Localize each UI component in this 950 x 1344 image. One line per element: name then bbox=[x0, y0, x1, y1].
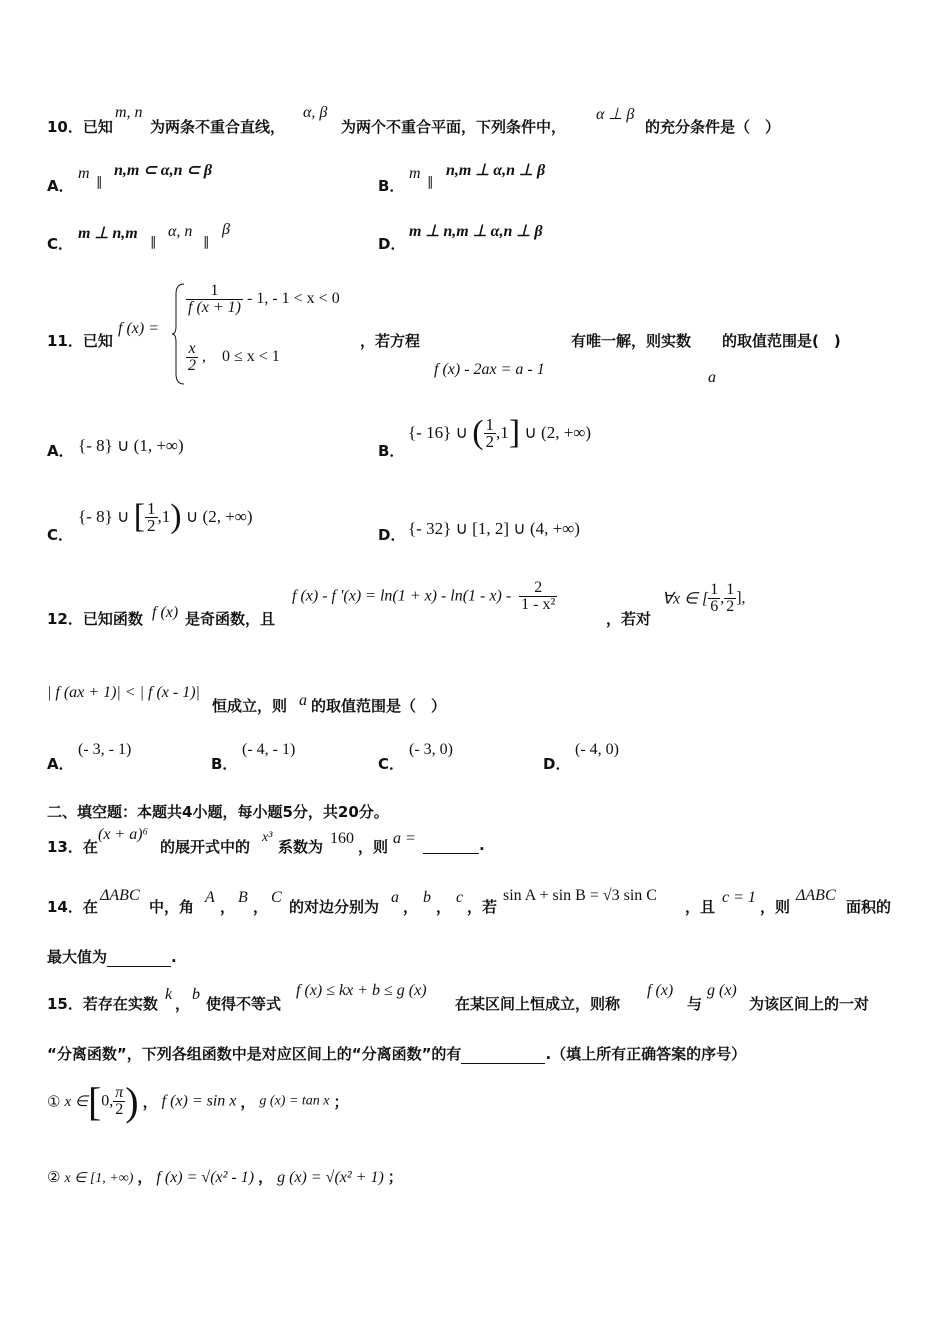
q15-line-2: “分离函数”，下列各组函数中是对应区间上的“分离函数”的有 .（填上所有正确答案的序号） bbox=[47, 1045, 747, 1063]
q13-answer: . bbox=[423, 836, 485, 854]
q10-option-a-parallel: ∥ bbox=[96, 174, 103, 189]
q13-text-1: 的展开式中的 bbox=[160, 838, 251, 856]
q12-forall-f2-n: 1 bbox=[726, 581, 735, 598]
q11-option-b-frac-n: 1 bbox=[485, 414, 495, 434]
q15-item-2-marker: ② bbox=[47, 1168, 61, 1186]
q12-option-a-label: A． bbox=[47, 755, 74, 773]
q15-answer-blank[interactable] bbox=[461, 1049, 545, 1064]
q15-item-1-marker: ① bbox=[47, 1092, 61, 1111]
q12-option-b-label: B． bbox=[211, 755, 238, 773]
q14-equation: sin A + sin B = √3 sin C bbox=[503, 887, 657, 904]
q13-x-cubed: x³ bbox=[262, 830, 273, 845]
q11-option-c-open-bracket: [ bbox=[133, 498, 146, 535]
q14-sep-4: ， bbox=[436, 898, 452, 916]
q13-value: 160 bbox=[330, 830, 354, 847]
q12-forall-f1-d: 6 bbox=[710, 598, 719, 615]
q11-option-b-part-1: {- 16} ∪ bbox=[408, 423, 468, 442]
q11-option-b-open-bracket: ( bbox=[472, 414, 484, 451]
q12-forall-head: ∀x ∈ [ bbox=[662, 590, 709, 608]
q10-option-c-text-1: m ⊥ n,m bbox=[78, 225, 138, 242]
q11-case-2-rest: , 0 ≤ x < 1 bbox=[202, 348, 280, 366]
q14-angle-a: A bbox=[205, 889, 215, 906]
q10-option-d-label: D． bbox=[378, 235, 406, 253]
q14-text-1: 中，角 bbox=[149, 898, 195, 916]
q11-option-b-text bbox=[408, 414, 591, 452]
q10-condition: α ⊥ β bbox=[596, 106, 635, 123]
q15-item-1-end: ； bbox=[333, 1093, 349, 1111]
q12-text-2: ，若对 bbox=[606, 610, 652, 628]
q15-sep: ， bbox=[175, 995, 191, 1013]
q10-option-b-text: n,m ⊥ α,n ⊥ β bbox=[446, 162, 546, 179]
q11-case-1-rest: - 1, - 1 < x < 0 bbox=[247, 290, 340, 308]
q12-equation bbox=[292, 580, 557, 613]
q15-f: f (x) bbox=[647, 982, 674, 999]
q11-case-2 bbox=[186, 341, 280, 374]
q11-option-c-frac-n: 1 bbox=[147, 498, 156, 518]
q11-equation: f (x) - 2ax = a - 1 bbox=[434, 361, 545, 378]
q14-line-2: 最大值为 . bbox=[47, 948, 177, 966]
q11-option-b-part-3: ∪ (2, +∞) bbox=[524, 423, 592, 442]
q13-text-3: ，则 bbox=[358, 838, 389, 856]
q10-lines-m-n: m, n bbox=[115, 104, 143, 121]
q10-option-a-m: m bbox=[78, 165, 90, 182]
q13-text-2: 系数为 bbox=[278, 838, 324, 856]
q14-side-b: b bbox=[423, 889, 431, 906]
q12-inequality: | f (ax + 1)| < | f (x - 1)| bbox=[47, 684, 200, 701]
q15-item-2-g: g (x) = √(x² + 1) bbox=[277, 1169, 384, 1186]
q12-text-1: 是奇函数，且 bbox=[185, 610, 276, 628]
q10-option-b-m: m bbox=[409, 165, 421, 182]
q11-case-1-denominator: f (x + 1) bbox=[188, 299, 241, 316]
q15-item-2-end: ； bbox=[387, 1168, 403, 1186]
q14-side-a: a bbox=[391, 889, 399, 906]
q11-option-c-text bbox=[78, 498, 253, 536]
q14-sep-2: ， bbox=[253, 898, 269, 916]
q15-item-1-two: 2 bbox=[115, 1101, 124, 1118]
q14-answer-blank[interactable] bbox=[107, 952, 171, 967]
q12-option-d-label: D． bbox=[543, 755, 571, 773]
q15-item-1-domain: x ∈ bbox=[64, 1094, 88, 1110]
q11-text-3: 的取值范围是( ) bbox=[722, 332, 841, 350]
q10-option-a-label: A． bbox=[47, 177, 74, 195]
q11-option-c-label: C． bbox=[47, 526, 74, 544]
q13-answer-blank[interactable] bbox=[423, 839, 479, 854]
q10-option-c-text-2: α, n bbox=[168, 223, 193, 240]
q11-option-a-label: A． bbox=[47, 442, 74, 460]
q11-option-b-frac-d: 2 bbox=[485, 431, 495, 451]
q11-option-c-part-3: ∪ (2, +∞) bbox=[185, 507, 253, 526]
q12-equation-left: f (x) - f '(x) = ln(1 + x) - ln(1 - x) - bbox=[292, 587, 512, 605]
q14-angle-b: B bbox=[238, 889, 248, 906]
q14-text-2: 的对边分别为 bbox=[289, 898, 380, 916]
q11-case-2-denominator: 2 bbox=[188, 357, 196, 374]
q10-number: 10．已知 bbox=[47, 118, 113, 136]
q12-option-c-text: (- 3, 0) bbox=[409, 741, 453, 758]
q10-option-c-label: C． bbox=[47, 235, 74, 253]
q11-option-b-label: B． bbox=[378, 442, 405, 460]
q15-text-3: 与 bbox=[687, 995, 703, 1013]
q12-equation-frac-n: 2 bbox=[519, 580, 557, 597]
q14-c-equals: c = 1 bbox=[722, 889, 756, 906]
q15-text-2: 在某区间上恒成立，则称 bbox=[455, 995, 621, 1013]
q15-item-1-close-bracket: ) bbox=[125, 1079, 139, 1124]
q11-option-c-close-bracket: ) bbox=[170, 498, 182, 535]
q12-variable-a: a bbox=[299, 692, 307, 709]
q11-option-a-text: {- 8} ∪ (1, +∞) bbox=[78, 436, 184, 455]
q15-item-2-domain: x ∈ [1, +∞) bbox=[64, 1171, 134, 1186]
q10-option-c-parallel-1: ∥ bbox=[150, 234, 157, 249]
q11-brace-icon bbox=[172, 282, 186, 386]
q15-item-2-f: f (x) = √(x² - 1) bbox=[156, 1169, 255, 1186]
q13-number: 13．在 bbox=[47, 838, 98, 856]
q14-number: 14．在 bbox=[47, 898, 98, 916]
q13-expression: (x + a)⁶ bbox=[98, 826, 149, 843]
q15-number: 15．若存在实数 bbox=[47, 995, 158, 1013]
q15-item-1-open-bracket: [ bbox=[87, 1079, 102, 1124]
q15-text-1: 使得不等式 bbox=[206, 995, 282, 1013]
q10-planes: α, β bbox=[303, 104, 328, 121]
q15-b: b bbox=[192, 986, 200, 1003]
q11-number: 11．已知 bbox=[47, 332, 113, 350]
q10-option-d-text: m ⊥ n,m ⊥ α,n ⊥ β bbox=[409, 223, 543, 240]
q15-item-1-pi: π bbox=[115, 1084, 124, 1101]
q14-triangle: ΔABC bbox=[100, 887, 140, 904]
q15-item-2: ② x ∈ [1, +∞) ， f (x) = √(x² - 1) ， g (x) = √(x² + 1) ； bbox=[47, 1168, 403, 1186]
q12-fx: f (x) bbox=[152, 604, 179, 621]
q14-text-6: 面积的 bbox=[846, 898, 892, 916]
q11-variable-a: a bbox=[708, 369, 716, 386]
q11-option-b-close-bracket: ] bbox=[508, 414, 521, 451]
q10-option-c-beta: β bbox=[222, 221, 230, 238]
q12-equation-frac-d: 1 - x² bbox=[521, 596, 556, 613]
q11-option-c-frac-d: 2 bbox=[147, 515, 156, 535]
q10-option-b-parallel: ∥ bbox=[427, 174, 434, 189]
q12-text-3: 恒成立，则 bbox=[212, 697, 288, 715]
q15-item-1-lower: 0, bbox=[101, 1092, 114, 1110]
q14-text-3: ，若 bbox=[467, 898, 498, 916]
q11-text-2: 有唯一解，则实数 bbox=[571, 332, 692, 350]
q12-number: 12．已知函数 bbox=[47, 610, 143, 628]
q10-text-3: 的充分条件是（ ） bbox=[645, 118, 781, 136]
q11-text-1: ，若方程 bbox=[360, 332, 421, 350]
q14-angle-c: C bbox=[271, 889, 282, 906]
q11-case-1-numerator: 1 bbox=[186, 283, 243, 300]
q12-forall-f2-d: 2 bbox=[726, 598, 735, 615]
q11-option-d-text: {- 32} ∪ [1, 2] ∪ (4, +∞) bbox=[408, 519, 580, 538]
q12-option-d-text: (- 4, 0) bbox=[575, 741, 619, 758]
q15-g: g (x) bbox=[707, 982, 737, 999]
q12-forall: ∀x ∈ [ $\frac{1}{6}$ , $\frac{1}{2}$ ], bbox=[662, 581, 746, 615]
q10-option-c-parallel-2: ∥ bbox=[203, 234, 210, 249]
q11-function: f (x) = bbox=[118, 320, 159, 337]
q15-item-1-g: g (x) = tan x bbox=[259, 1093, 330, 1109]
q14-sep-1: ， bbox=[220, 898, 236, 916]
q11-option-c-part-2: ,1 bbox=[157, 507, 171, 526]
q10-text-2: 为两个不重合平面，下列条件中， bbox=[341, 118, 567, 136]
q14-triangle-2: ΔABC bbox=[796, 887, 836, 904]
section-2-heading: 二、填空题：本题共4小题，每小题5分，共20分。 bbox=[47, 803, 389, 821]
q12-text-4: 的取值范围是（ ） bbox=[311, 697, 447, 715]
q12-option-a-text: (- 3, - 1) bbox=[78, 741, 132, 758]
q12-option-c-label: C． bbox=[378, 755, 405, 773]
q13-a-equals: a = bbox=[393, 830, 416, 847]
q15-inequality: f (x) ≤ kx + b ≤ g (x) bbox=[296, 982, 427, 999]
q14-text-5: ，则 bbox=[760, 898, 791, 916]
q10-option-a-text: n,m ⊂ α,n ⊂ β bbox=[114, 162, 213, 179]
q10-option-b-label: B． bbox=[378, 177, 405, 195]
q11-option-b-part-2: ,1 bbox=[496, 423, 509, 442]
q14-sep-3: ， bbox=[403, 898, 419, 916]
q11-case-1 bbox=[186, 283, 340, 316]
q12-forall-close: ], bbox=[736, 589, 746, 607]
q14-text-4: ，且 bbox=[685, 898, 716, 916]
q15-item-1-f: f (x) = sin x bbox=[161, 1092, 237, 1110]
q11-option-c-part-1: {- 8} ∪ bbox=[78, 507, 130, 526]
q12-option-b-text: (- 4, - 1) bbox=[242, 741, 296, 758]
q14-side-c: c bbox=[456, 889, 464, 906]
q12-forall-f1-n: 1 bbox=[710, 581, 719, 598]
q11-case-2-numerator: x bbox=[186, 341, 198, 358]
q15-text-4: 为该区间上的一对 bbox=[749, 995, 870, 1013]
q15-item-1: ① x ∈[0, $\frac{\pi}{2}$ ) ， f (x) = sin x ， g (x) = tan x ； bbox=[47, 1079, 349, 1124]
q15-k: k bbox=[165, 986, 173, 1003]
q10-text-1: 为两条不重合直线， bbox=[150, 118, 286, 136]
q11-option-d-label: D． bbox=[378, 526, 406, 544]
